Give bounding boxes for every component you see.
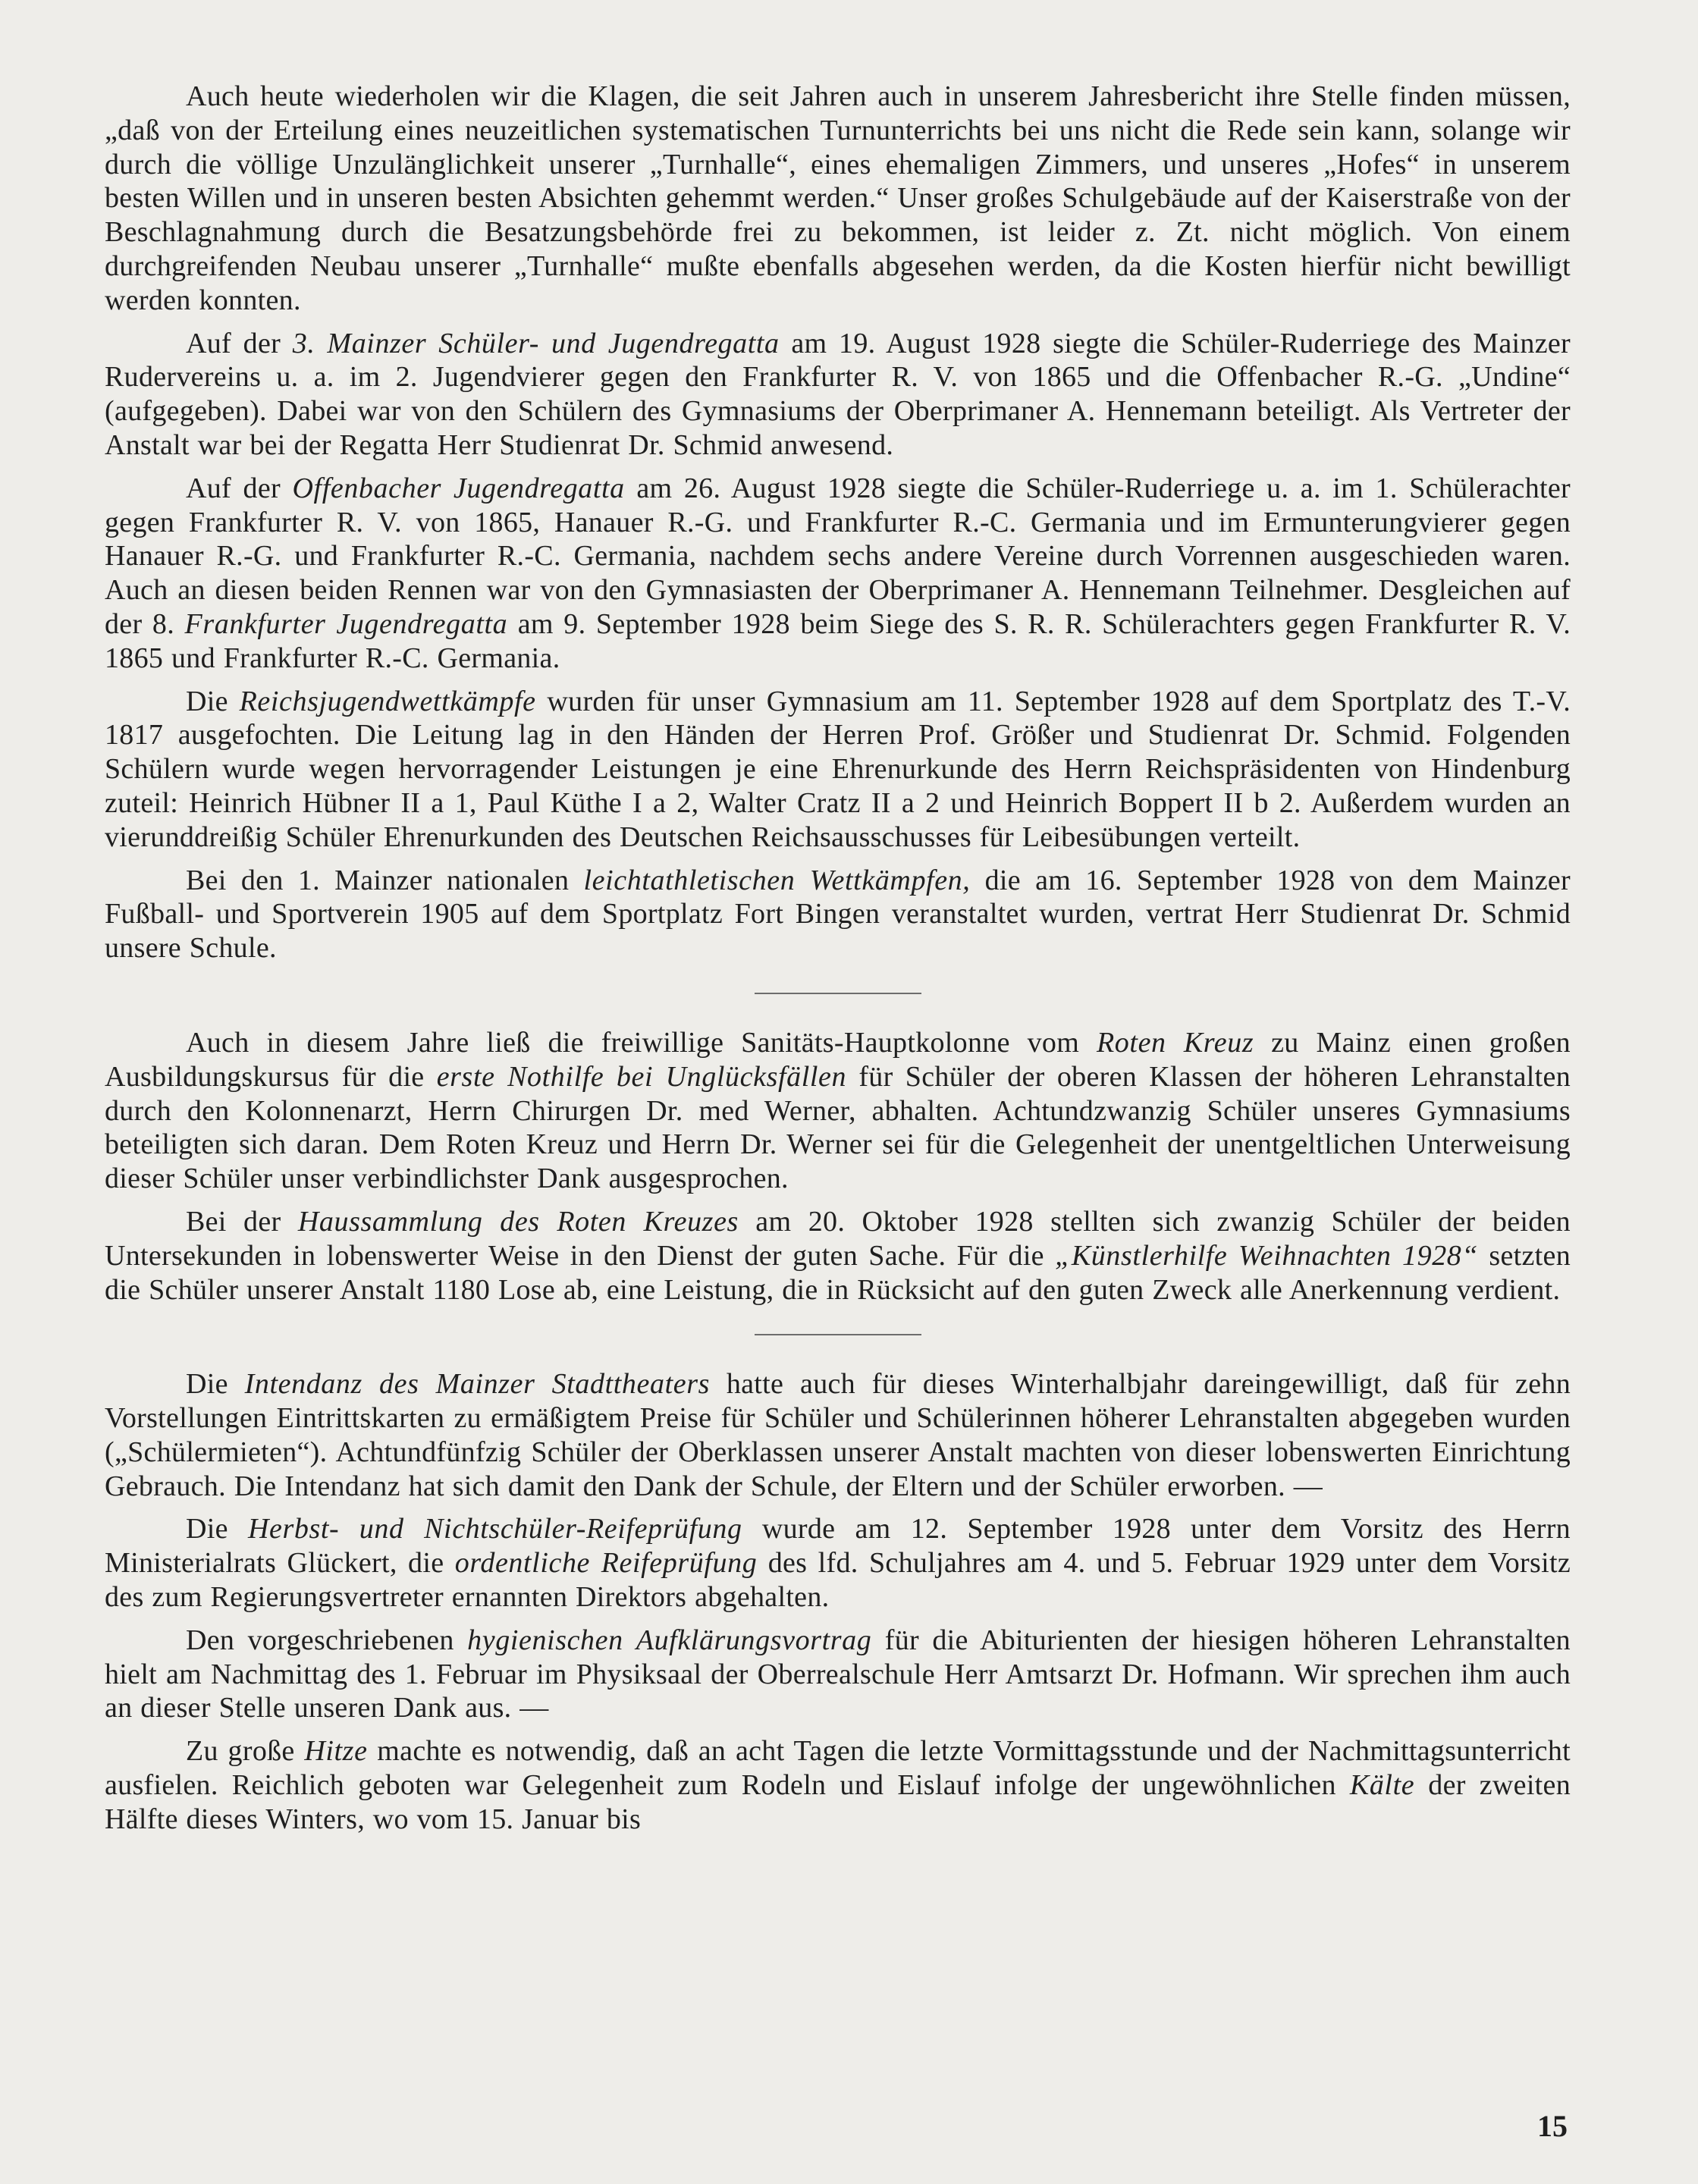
italic-phrase: Haussammlung des Roten Kreuzes [297,1205,739,1238]
italic-phrase: erste Nothilfe bei Unglücksfällen [436,1060,847,1093]
paragraph [105,1512,1571,1614]
italic-phrase: Offenbacher Jugendregatta [292,472,625,504]
text-segment: der zweiten Hälfte dieses Winters, wo vom 15. Januar bis [105,1769,1571,1835]
text-segment: Auch in diesem Jahre ließ die freiwillige Sanitäts-Hauptkolonne vom [186,1026,1097,1059]
paragraph [105,80,1571,318]
text-segment: Auf der [186,472,293,504]
text-segment: Auf der [186,327,293,359]
italic-phrase: leichtathletischen Wettkämpfen, [583,864,971,896]
text-segment: am 20. Oktober 1928 stellten sich zwanzig Schüler der beiden Untersekunden in lobenswerter Weise in den Dienst der guten Sache. Für die [105,1205,1571,1272]
text-segment: am 9. September 1928 beim Siege des S. R. R. Schülerachters gegen Frankfurter R. V. 1865 und Frankfurter R.-C. Germania. [105,607,1571,674]
page-number: 15 [1537,2109,1568,2143]
text-segment: hatte auch für dieses Winterhalbjahr dareingewilligt, daß für zehn Vorstellungen Eintrittskarten zu ermäßigtem Preise für Schüler und Schülerinnen höherer Lehranstalten abgegeben wurden („Schülermieten“). Achtundfünfzig Schüler der Oberklassen unserer Anstalt machten von dieser lobenswerten Einrichtung Gebrauch. Die Intendanz hat sich damit den Dank der Schule, der Eltern und der Schüler erworben. — [105,1368,1571,1502]
text-segment: des lfd. Schuljahres am 4. und 5. Februar 1929 unter dem Vorsitz des zum Regierungsvertreter ernannten Direktors abgehalten. [105,1547,1571,1614]
italic-phrase: „Künstlerhilfe Weihnachten 1928“ [1055,1239,1479,1272]
text-segment: Den vorgeschriebenen [186,1624,468,1656]
italic-phrase: Frankfurter Jugendregatta [184,607,508,640]
paragraph [105,1367,1571,1503]
paragraph [105,685,1571,855]
body-text [105,80,1571,1837]
text-segment: setzten die Schüler unserer Anstalt 1180 Lose ab, eine Leistung, die in Rücksicht auf den guten Zweck alle Anerkennung verdient. [105,1239,1571,1306]
paragraph [105,864,1571,965]
italic-phrase: ordentliche Reifeprüfung [454,1547,758,1580]
italic-phrase: Kälte [1349,1769,1415,1802]
text-segment: wurde am 12. September 1928 unter dem Vorsitz des Herrn Ministerialrats Glückert, die [105,1513,1571,1580]
text-segment: Zu große [186,1735,305,1768]
paragraph [105,1026,1571,1196]
paragraph [105,327,1571,463]
text-segment: die am 16. September 1928 von dem Mainzer Fußball- und Sportverein 1905 auf dem Sportplatz Fort Bingen veranstaltet wurden, vertrat Herr Studienrat Dr. Schmid unsere Schule. [105,864,1571,965]
text-segment: machte es notwendig, daß an acht Tagen die letzte Vormittagsstunde und der Nachmittagsunterricht ausfielen. Reichlich geboten war Gelegenheit zum Rodeln und Eislauf infolge der ungewöhnlichen [105,1735,1571,1802]
text-segment: Bei der [186,1205,298,1238]
paragraph [105,472,1571,676]
text-segment: Die [186,1368,245,1401]
paragraph [105,1624,1571,1725]
italic-phrase: Roten Kreuz [1097,1026,1254,1059]
section-divider [755,993,921,994]
text-segment: wurden für unser Gymnasium am 11. September 1928 auf dem Sportplatz des T.-V. 1817 ausgefochten. Die Leitung lag in den Händen der Herren Prof. Größer und Studienrat Dr. Schmid. Folgenden Schülern wurde wegen hervorragender Leistungen je eine Ehrenurkunde des Herrn Reichspräsidenten von Hindenburg zuteil: Heinrich Hübner II a 1, Paul Küthe I a 2, Walter Cratz II a 2 und Heinrich Boppert II b 2. Außerdem wurden an vierunddreißig Schüler Ehrenurkunden des Deutschen Reichsausschusses für Leibesübungen verteilt. [105,685,1571,853]
italic-phrase: Herbst- und Nichtschüler-Reifeprüfung [247,1513,742,1545]
text-segment: Bei den 1. Mainzer nationalen [186,864,584,896]
text-segment: Die [186,1513,248,1545]
italic-phrase: 3. Mainzer Schüler- und Jugendregatta [292,327,780,359]
paragraph [105,1205,1571,1307]
italic-phrase: Reichsjugendwettkämpfe [239,685,536,717]
text-segment: Die [186,685,240,717]
text-segment: für Schüler der oberen Klassen der höheren Lehranstalten durch den Kolonnenarzt, Herrn Chirurgen Dr. med Werner, abhalten. Achtundzwanzig Schüler unseres Gymnasiums beteiligten sich daran. Dem Roten Kreuz und Herrn Dr. Werner sei für die Gelegenheit der unentgeltlichen Unterweisung dieser Schüler unser verbindlichster Dank ausgesprochen. [105,1060,1571,1195]
paragraph [105,1734,1571,1836]
section-divider [755,1334,921,1335]
text-segment: für die Abiturienten der hiesigen höheren Lehranstalten hielt am Nachmittag des 1. Februar im Physiksaal der Oberrealschule Herr Amtsarzt Dr. Hofmann. Wir sprechen ihm auch an dieser Stelle unseren Dank aus. — [105,1624,1571,1724]
italic-phrase: Hitze [304,1735,368,1768]
text-segment: zu Mainz einen großen Ausbildungskursus für die [105,1026,1571,1093]
italic-phrase: hygienischen Aufklärungsvortrag [467,1624,872,1656]
italic-phrase: Intendanz des Mainzer Stadttheaters [244,1368,710,1401]
text-segment: Auch heute wiederholen wir die Klagen, die seit Jahren auch in unserem Jahresbericht ihre Stelle finden müssen, „daß von der Erteilung eines neuzeitlichen systematischen Turnunterrichts bei uns nicht die Rede sein kann, solange wir durch die völlige Unzulänglichkeit unserer „Turnhalle“, eines ehemaligen Zimmers, und unseres „Hofes“ in unserem besten Willen und in unseren besten Absichten gehemmt werden.“ Unser großes Schulgebäude auf der Kaiserstraße von der Beschlagnahmung durch die Besatzungsbehörde frei zu bekommen, ist leider z. Zt. nicht möglich. Von einem durchgreifenden Neubau unserer „Turnhalle“ mußte ebenfalls abgesehen werden, da die Kosten hierfür nicht bewilligt werden konnten. [105,80,1571,316]
text-segment: am 26. August 1928 siegte die Schüler-Ruderriege u. a. im 1. Schülerachter gegen Frankfurter R. V. von 1865, Hanauer R.-G. und Frankfurter R.-C. Germania und im Ermunterungvierer gegen Hanauer R.-G. und Frankfurter R.-C. Germania, nachdem sechs andere Vereine durch Vorrennen ausgeschieden waren. Auch an diesen beiden Rennen war von den Gymnasiasten der Oberprimaner A. Hennemann Teilnehmer. Desgleichen auf der 8. [105,472,1571,640]
text-segment: am 19. August 1928 siegte die Schüler-Ruderriege des Mainzer Rudervereins u. a. im 2. Jugendvierer gegen den Frankfurter R. V. von 1865 und die Offenbacher R.-G. „Undine“ (aufgegeben). Dabei war von den Schülern des Gymnasiums der Oberprimaner A. Hennemann beteiligt. Als Vertreter der Anstalt war bei der Regatta Herr Studienrat Dr. Schmid anwesend. [105,327,1571,461]
